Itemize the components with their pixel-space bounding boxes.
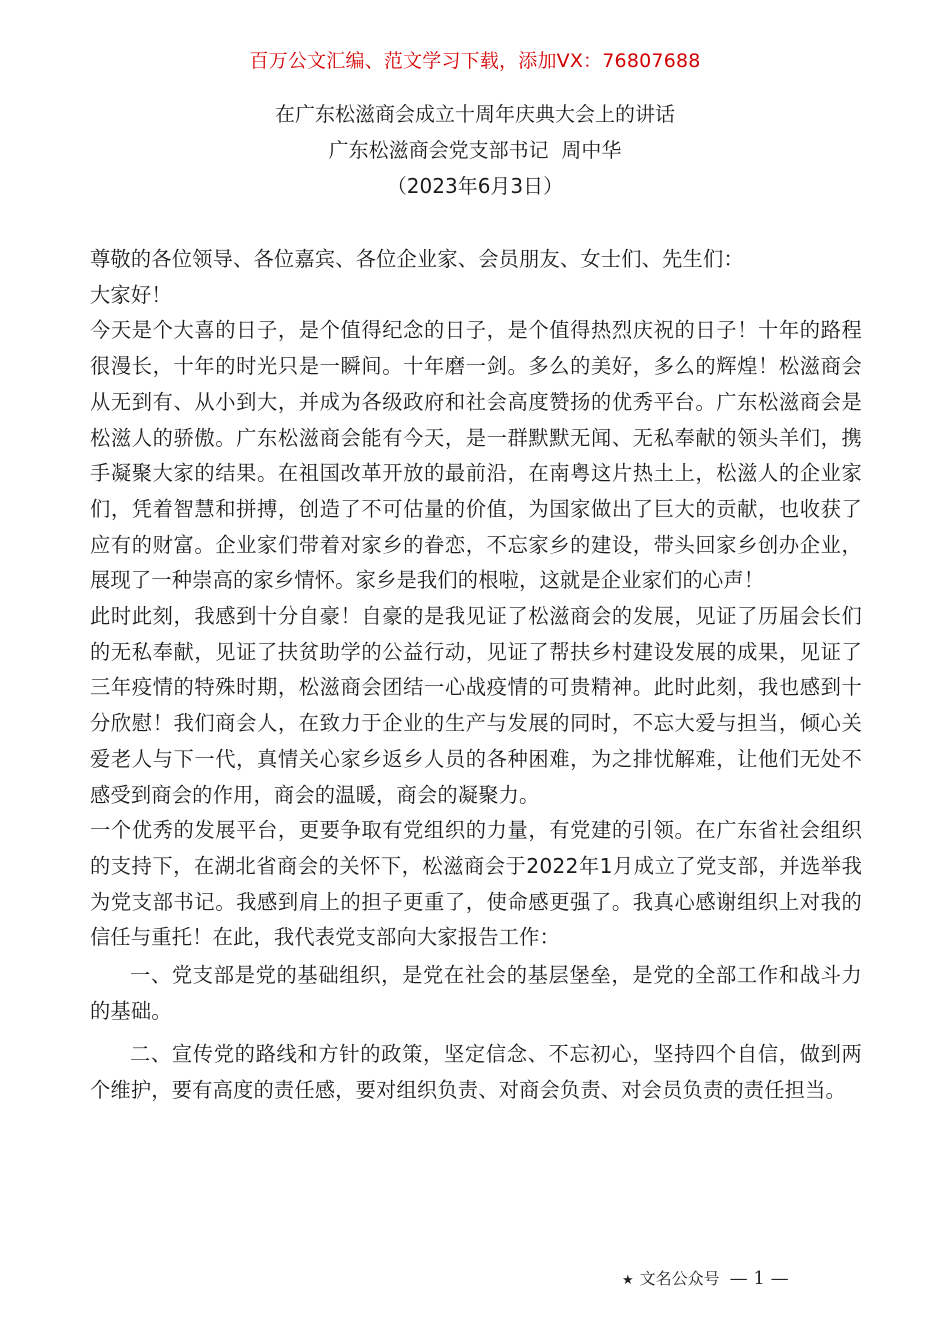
title-block: [0, 96, 950, 204]
salutation: 尊敬的各位领导、各位嘉宾、各位企业家、会员朋友、女士们、先生们：: [90, 247, 744, 271]
page-number: — 1 —: [729, 1268, 789, 1289]
paragraph-4: 一、党支部是党的基础组织，是党在社会的基层堡垒，是党的全部工作和战斗力的基础。: [90, 963, 862, 1023]
star-icon: ★: [622, 1273, 634, 1288]
speech-date: （2023年6月3日）: [386, 174, 564, 198]
speaker-line: 广东松滋商会党支部书记 周中华: [328, 138, 622, 162]
paragraph-5: 二、宣传党的路线和方针的政策，坚定信念、不忘初心，坚持四个自信，做到两个维护，要有高度的责任感，要对组织负责、对商会负责、对会员负责的责任担当。: [90, 1042, 862, 1103]
page-footer: [622, 1266, 862, 1289]
speech-title: 在广东松滋商会成立十周年庆典大会上的讲话: [275, 102, 675, 126]
speech-body: [90, 242, 862, 1109]
paragraph-1: 今天是个大喜的日子，是个值得纪念的日子，是个值得热烈庆祝的日子！十年的路程很漫长，十年的时光只是一瞬间。十年磨一剑。多么的美好，多么的辉煌！松滋商会从无到有、从小到大，并成为各级政府和社会高度赞扬的优秀平台。广东松滋商会是松滋人的骄傲。广东松滋商会能有今天，是一群默默无闻、无私奉献的领头羊们，携手凝聚大家的结果。在祖国改革开放的最前沿，在南粤这片热土上，松滋人的企业家们，凭着智慧和拼搏，创造了不可估量的价值，为国家做出了巨大的贡献，也收获了应有的财富。企业家们带着对家乡的眷恋，不忘家乡的建设，带头回家乡创办企业，展现了一种崇高的家乡情怀。家乡是我们的根啦，这就是企业家们的心声！: [90, 318, 862, 593]
greeting: 大家好！: [90, 282, 172, 307]
footer-source: 文名公众号: [639, 1269, 720, 1288]
paragraph-3: 一个优秀的发展平台，更要争取有党组织的力量，有党建的引领。在广东省社会组织的支持下，在湖北省商会的关怀下，松滋商会于2022年1月成立了党支部，并选举我为党支部书记。我感到肩上的担子更重了，使命感更强了。我真心感谢组织上对我的信任与重托！在此，我代表党支部向大家报告工作：: [90, 818, 862, 950]
paragraph-2: 此时此刻，我感到十分自豪！自豪的是我见证了松滋商会的发展，见证了历届会长们的无私奉献，见证了扶贫助学的公益行动，见证了帮扶乡村建设发展的成果，见证了三年疫情的特殊时期，松滋商会团结一心战疫情的可贵精神。此时此刻，我也感到十分欣慰！我们商会人，在致力于企业的生产与发展的同时，不忘大爱与担当，倾心关爱老人与下一代，真情关心家乡返乡人员的各种困难，为之排忧解难，让他们无处不感受到商会的作用，商会的温暖，商会的凝聚力。: [90, 604, 862, 807]
promo-banner: 百万公文汇编、范文学习下载，添加VX：76807688: [249, 50, 701, 72]
